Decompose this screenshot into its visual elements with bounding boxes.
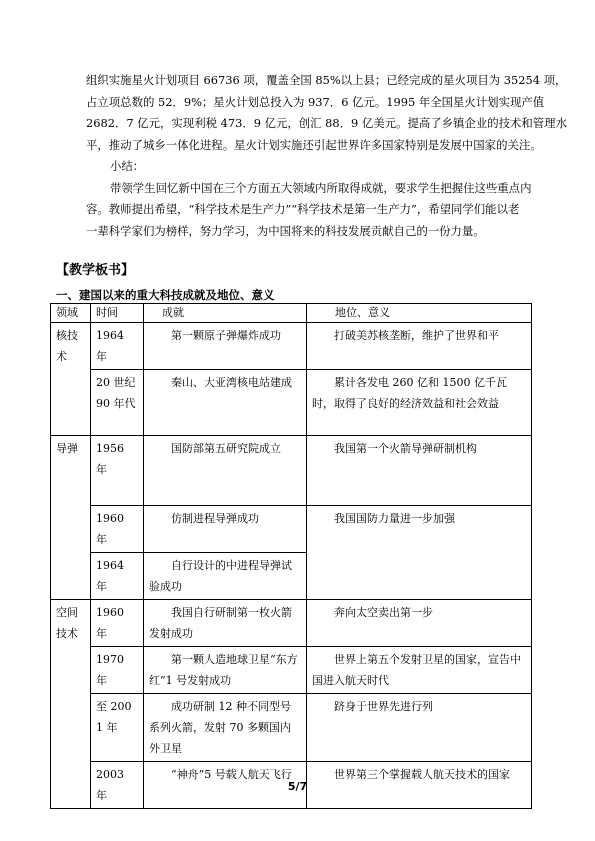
achievement-text: 国防部第五研究院成立 bbox=[171, 442, 281, 455]
table-row bbox=[51, 600, 532, 647]
achievement-cell bbox=[144, 694, 307, 762]
significance-text: 打破美苏核垄断，维护了世界和平 bbox=[334, 329, 499, 342]
achievement-cell bbox=[144, 553, 307, 600]
achievement-text: 第一颗人造地球卫星“东方红”1 号发射成功 bbox=[149, 653, 298, 687]
board-title: 【教学板书】 bbox=[56, 263, 135, 278]
time-cell: 1964 年 bbox=[91, 323, 144, 370]
achievement-text: 秦山、大亚湾核电站建成 bbox=[171, 376, 292, 389]
time-cell: 1960 年 bbox=[91, 600, 144, 647]
text-line: 一辈科学家们为榜样，努力学习，为中国将来的科技发展贡献自己的一份力量。 bbox=[86, 223, 485, 238]
significance-cell bbox=[307, 600, 532, 647]
text-line: 组织实施星火计划项目 66736 项，覆盖全国 85%以上县；已经完成的星火项目为 35254 项， bbox=[86, 73, 567, 87]
table-row bbox=[51, 506, 532, 553]
summary-paragraph bbox=[86, 156, 532, 242]
text-line: 带领学生回忆新中国在三个方面五大领域内所取得成就，要求学生把握住这些重点内 bbox=[110, 180, 532, 195]
achievement-text: 仿制进程导弹成功 bbox=[171, 512, 259, 525]
table-row bbox=[51, 694, 532, 762]
significance-cell bbox=[307, 647, 532, 694]
time-cell: 1970 年 bbox=[91, 647, 144, 694]
section-title: 一、建国以来的重大科技成就及地位、意义 bbox=[56, 288, 275, 302]
page-number: 5/7 bbox=[287, 780, 308, 793]
time-cell: 1964 年 bbox=[91, 553, 144, 600]
achievement-text: 成功研制 12 种不同型号系列火箭，发射 70 多颗国内外卫星 bbox=[149, 700, 291, 755]
header-significance: 地位、意义 bbox=[307, 304, 532, 323]
significance-text: 世界第三个掌握载人航天技术的国家 bbox=[334, 768, 510, 781]
significance-text: 跻身于世界先进行列 bbox=[334, 700, 433, 713]
intro-paragraph bbox=[86, 70, 567, 156]
table-row bbox=[51, 436, 532, 506]
significance-text: 我国第一个火箭导弹研制机构 bbox=[334, 442, 477, 455]
achievement-cell bbox=[144, 323, 307, 370]
achievement-text: 自行设计的中进程导弹试验成功 bbox=[149, 559, 292, 593]
field-cell-missile: 导弹 bbox=[51, 436, 91, 600]
table-header-row bbox=[51, 304, 532, 323]
summary-heading: 小结： bbox=[110, 159, 145, 173]
significance-cell bbox=[307, 436, 532, 506]
field-cell-space: 空间技术 bbox=[51, 600, 91, 809]
achievement-text: 我国自行研制第一枚火箭发射成功 bbox=[149, 606, 292, 640]
achievement-cell bbox=[144, 436, 307, 506]
table-row bbox=[51, 647, 532, 694]
table-row bbox=[51, 370, 532, 436]
header-time: 时间 bbox=[91, 304, 144, 323]
text-line: 容。教师提出希望，“科学技术是生产力”“科学技术是第一生产力”，希望同学们能以老 bbox=[86, 202, 520, 217]
significance-cell bbox=[307, 694, 532, 762]
time-cell: 20 世纪 90 年代 bbox=[91, 370, 144, 436]
achievement-cell bbox=[144, 506, 307, 553]
text-line: 占立项总数的 52．9%；星火计划总投入为 937．6 亿元。1995 年全国星火计划实现产值 bbox=[86, 94, 545, 109]
header-achievement: 成就 bbox=[144, 304, 307, 323]
achievement-cell bbox=[144, 370, 307, 436]
time-cell: 1960 年 bbox=[91, 506, 144, 553]
header-field: 领域 bbox=[51, 304, 91, 323]
significance-cell bbox=[307, 370, 532, 436]
field-cell-nuclear: 核技术 bbox=[51, 323, 91, 436]
text-line: 平，推动了城乡一体化进程。星火计划实施还引起世界许多国家特别是发展中国家的关注。 bbox=[86, 137, 542, 152]
significance-cell bbox=[307, 506, 532, 600]
time-cell: 2003 年 bbox=[91, 762, 144, 809]
achievement-text: “神舟”5 号载人航天飞行 bbox=[171, 768, 292, 781]
achievement-text: 第一颗原子弹爆炸成功 bbox=[171, 329, 281, 342]
time-cell: 1956 年 bbox=[91, 436, 144, 506]
significance-text: 累计各发电 260 亿和 1500 亿千瓦时，取得了良好的经济效益和社会效益 bbox=[312, 376, 507, 410]
achievement-cell bbox=[144, 647, 307, 694]
achievement-cell bbox=[144, 600, 307, 647]
significance-text: 世界上第五个发射卫星的国家，宣告中国进入航天时代 bbox=[312, 653, 521, 687]
significance-text: 奔向太空卖出第一步 bbox=[334, 606, 433, 619]
significance-cell bbox=[307, 323, 532, 370]
text-line: 2682．7 亿元，实现利税 473．9 亿元，创汇 88．9 亿美元。提高了乡镇企业的技术和管理水 bbox=[86, 116, 567, 131]
achievements-table bbox=[50, 303, 532, 809]
significance-text: 我国国防力量进一步加强 bbox=[334, 512, 455, 525]
table-row bbox=[51, 323, 532, 370]
time-cell: 至 2001 年 bbox=[91, 694, 144, 762]
